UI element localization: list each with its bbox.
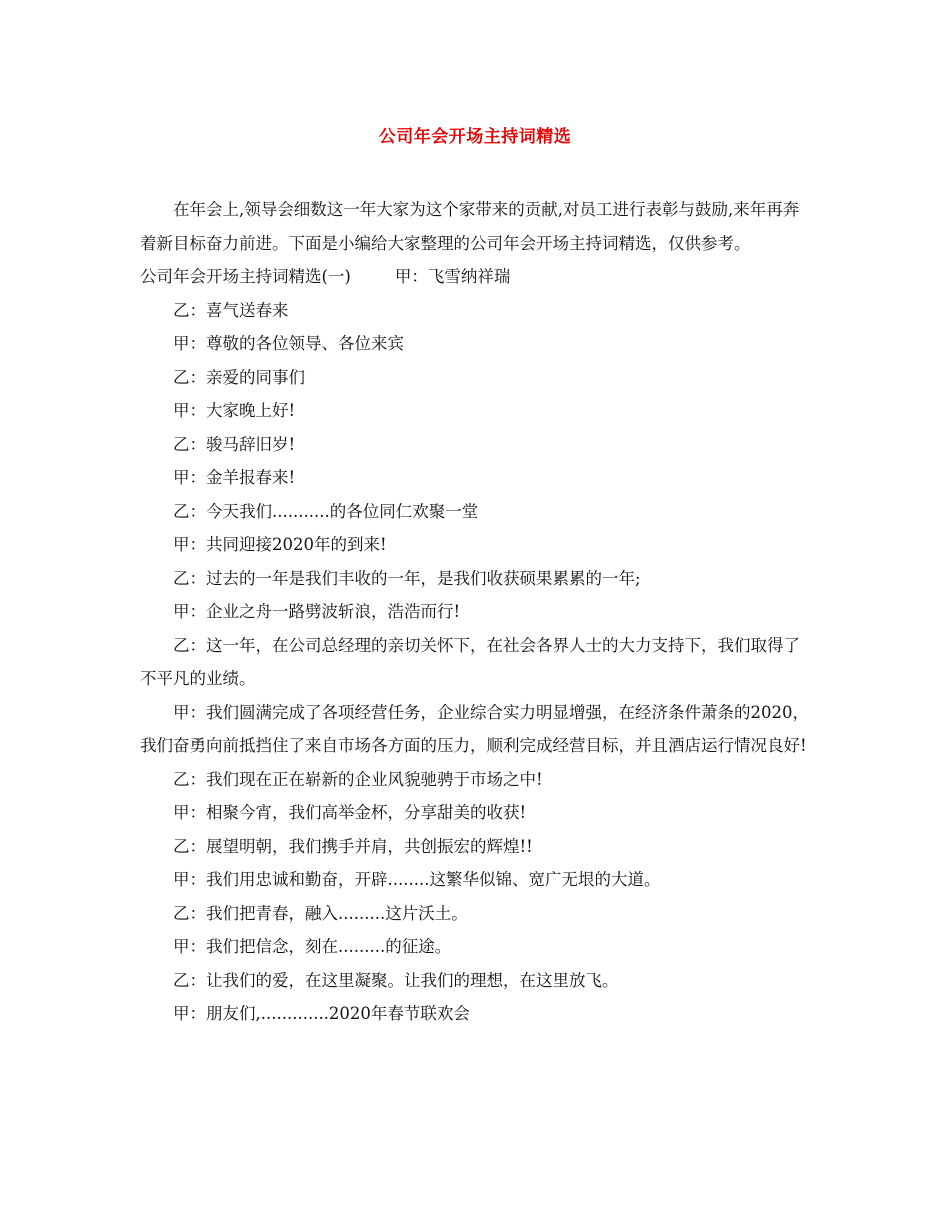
dialogue-line: 乙：这一年，在公司总经理的亲切关怀下，在社会各界人士的大力支持下，我们取得了不平凡的业绩。 [140,635,800,688]
dialogue-line: 乙：亲爱的同事们 [173,367,305,387]
document-title: 公司年会开场主持词精选 [378,127,572,147]
dialogue-line: 甲：相聚今宵，我们高举金杯，分享甜美的收获! [173,803,527,822]
document-body [140,193,815,1031]
dialogue-line: 乙：我们把青春，融入.........这片沃土。 [173,903,468,923]
dialogue-line: 乙：喜气送春来 [173,300,289,320]
dialogue-line: 甲：我们圆满完成了各项经营任务，企业综合实力明显增强，在经济条件萧条的2020，我们奋勇向前抵挡住了来自市场各方面的压力，顺利完成经营目标，并且酒店运行情况良好! [140,702,809,755]
dialogue-line: 甲：共同迎接2020年的到来! [173,535,387,554]
dialogue-line: 甲：企业之舟一路劈波斩浪，浩浩而行! [173,602,461,621]
dialogue-line: 甲：我们把信念，刻在.........的征途。 [173,937,452,956]
dialogue-line: 乙：让我们的爱，在这里凝聚。让我们的理想，在这里放飞。 [173,970,619,990]
dialogue-line: 甲：尊敬的各位领导、各位来宾 [173,334,404,353]
dialogue-line: 乙：骏马辞旧岁! [173,434,296,454]
dialogue-line: 甲：金羊报春来! [173,468,296,487]
dialogue-line: 甲：大家晚上好! [173,401,296,420]
dialogue-line: 甲：我们用忠诚和勤奋，开辟........这繁华似锦、宽广无垠的大道。 [173,870,661,889]
dialogue-line: 乙：今天我们...........的各位同仁欢聚一堂 [173,501,479,521]
dialogue-line: 甲：朋友们,.............2020年春节联欢会 [173,1004,470,1023]
intro-paragraph: 在年会上,领导会细数这一年大家为这个家带来的贡献,对员工进行表彰与鼓励,来年再奔着新目标奋力前进。下面是小编给大家整理的公司年会开场主持词精选，仅供参考。 [140,200,800,253]
section-heading-line [140,260,815,294]
dialogue-line: 乙：我们现在正在崭新的企业风貌驰骋于市场之中! [173,769,543,789]
dialogue-line: 乙：过去的一年是我们丰收的一年，是我们收获硕果累累的一年; [173,568,641,588]
section-heading: 公司年会开场主持词精选(一) [140,267,351,286]
dialogue-line: 乙：展望明朝，我们携手并肩，共创振宏的辉煌!! [173,836,533,856]
dialogue-line-first: 甲：飞雪纳祥瑞 [394,267,511,286]
